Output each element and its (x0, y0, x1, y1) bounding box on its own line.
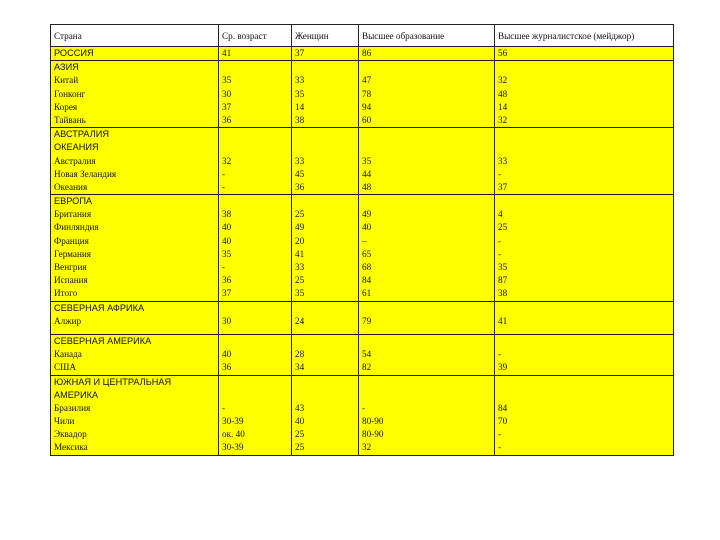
average-age-cell (219, 61, 292, 128)
header-higher-education: Высшее образование (359, 25, 495, 47)
cell-line: - (498, 235, 502, 246)
cell-spacer (222, 328, 288, 334)
cell-line: 70 (498, 416, 508, 427)
cell-line: 37 (222, 101, 232, 112)
cell-line: Британия (54, 209, 92, 220)
cell-line: АВСТРАЛИЯ (54, 129, 110, 140)
cell-line: 44 (362, 168, 372, 179)
cell-line (362, 61, 491, 74)
cell-line: 35 (222, 248, 232, 259)
cell-spacer (54, 328, 215, 334)
journalism-major-cell (495, 195, 674, 302)
country-cell (51, 195, 219, 302)
cell-line: 94 (362, 101, 372, 112)
cell-line: Итого (54, 288, 78, 299)
cell-spacer (498, 328, 670, 334)
cell-line: 14 (295, 101, 305, 112)
average-age-cell (219, 195, 292, 302)
cell-line: 4 (498, 209, 503, 220)
cell-line: 32 (222, 155, 232, 166)
cell-line: 35 (295, 88, 305, 99)
cell-spacer (362, 328, 491, 334)
average-age-cell (219, 47, 292, 61)
cell-line: Новая Зеландия (54, 168, 117, 179)
cell-line: Чили (54, 416, 75, 427)
higher-education-cell (359, 47, 495, 61)
average-age-cell (219, 334, 292, 375)
cell-line (295, 389, 355, 402)
cell-line (295, 335, 355, 348)
cell-line: 41 (222, 48, 232, 58)
cell-line: 49 (362, 209, 372, 220)
cell-line: 79 (362, 315, 372, 326)
header-row (51, 25, 674, 47)
cell-line (295, 376, 355, 389)
cell-line: ЕВРОПА (54, 196, 93, 207)
cell-line: США (54, 362, 77, 373)
cell-line (222, 128, 288, 141)
cell-line: 25 (498, 222, 508, 233)
cell-line: 41 (295, 248, 305, 259)
higher-education-cell (359, 61, 495, 128)
average-age-cell (219, 128, 292, 195)
cell-line: 40 (222, 222, 232, 233)
cell-line: 25 (295, 429, 305, 440)
cell-line: 36 (295, 181, 305, 192)
cell-line: 35 (362, 155, 372, 166)
women-cell (292, 128, 359, 195)
cell-line: Франция (54, 235, 89, 246)
cell-line (295, 141, 355, 154)
higher-education-cell (359, 301, 495, 334)
cell-line: 60 (362, 114, 372, 125)
country-cell (51, 128, 219, 195)
cell-line: 14 (498, 101, 508, 112)
cell-line: ЮЖНАЯ И ЦЕНТРАЛЬНАЯ (54, 376, 172, 387)
table-row (51, 375, 674, 455)
cell-line (222, 61, 288, 74)
cell-line (498, 389, 670, 402)
country-cell (51, 334, 219, 375)
country-cell (51, 47, 219, 61)
journalists-statistics-table (50, 24, 674, 456)
cell-line: 25 (295, 442, 305, 453)
higher-education-cell (359, 128, 495, 195)
cell-line: 48 (362, 181, 372, 192)
cell-line (362, 335, 491, 348)
cell-line (222, 389, 288, 402)
cell-line: 48 (498, 88, 508, 99)
cell-line (222, 302, 288, 315)
cell-line: 41 (498, 315, 508, 326)
women-cell (292, 334, 359, 375)
cell-line: 37 (295, 48, 305, 58)
journalism-major-cell (495, 334, 674, 375)
cell-line (222, 141, 288, 154)
cell-line: 40 (222, 235, 232, 246)
cell-line: СЕВЕРНАЯ АМЕРИКА (54, 335, 152, 346)
cell-line: 38 (222, 209, 232, 220)
cell-line: 80-90 (362, 429, 384, 440)
cell-line: 37 (222, 288, 232, 299)
cell-line: 82 (362, 362, 372, 373)
cell-line: 34 (295, 362, 305, 373)
women-cell (292, 375, 359, 455)
cell-line: АМЕРИКА (54, 389, 99, 400)
cell-line (498, 195, 670, 208)
cell-line (295, 61, 355, 74)
cell-line: - (498, 349, 502, 360)
cell-line: Бразилия (54, 402, 91, 413)
cell-line: Мексика (54, 442, 88, 453)
cell-line: 38 (498, 288, 508, 299)
women-cell (292, 47, 359, 61)
cell-line: 40 (362, 222, 372, 233)
cell-line: 36 (222, 362, 232, 373)
cell-line: 80-90 (362, 416, 384, 427)
cell-line: Алжир (54, 315, 82, 326)
cell-line: - (498, 168, 502, 179)
cell-line: 33 (498, 155, 508, 166)
cell-line: 20 (295, 235, 305, 246)
cell-line: 40 (222, 349, 232, 360)
table-row (51, 47, 674, 61)
cell-line: 32 (498, 75, 508, 86)
cell-line: Корея (54, 101, 78, 112)
country-cell (51, 61, 219, 128)
journalism-major-cell (495, 47, 674, 61)
journalism-major-cell (495, 128, 674, 195)
cell-line: Гонконг (54, 88, 86, 99)
table-row (51, 195, 674, 302)
cell-line (295, 128, 355, 141)
cell-line: 35 (295, 288, 305, 299)
cell-line: СЕВЕРНАЯ АФРИКА (54, 302, 145, 313)
cell-line: - (362, 402, 366, 413)
cell-line: Германия (54, 248, 92, 259)
cell-line (362, 389, 491, 402)
cell-line: 84 (498, 402, 508, 413)
cell-line (222, 335, 288, 348)
cell-line (498, 376, 670, 389)
cell-line: Тайвань (54, 114, 86, 125)
header-journalism-major: Высшее журналистское (мейджор) (495, 25, 674, 47)
cell-line: 32 (362, 442, 372, 453)
cell-line: 38 (295, 114, 305, 125)
table-row (51, 128, 674, 195)
average-age-cell (219, 375, 292, 455)
cell-line: Канада (54, 349, 82, 360)
cell-line: 24 (295, 315, 305, 326)
cell-line: Китай (54, 75, 79, 86)
cell-line: - (498, 248, 502, 259)
cell-line: 30 (222, 315, 232, 326)
cell-line: 84 (362, 275, 372, 286)
women-cell (292, 61, 359, 128)
cell-line: 32 (498, 114, 508, 125)
cell-line: 36 (222, 114, 232, 125)
cell-line: 30-39 (222, 416, 244, 427)
journalism-major-cell (495, 375, 674, 455)
cell-line: 49 (295, 222, 305, 233)
cell-line (498, 302, 670, 315)
cell-line: Эквадор (54, 429, 87, 440)
cell-line (498, 128, 670, 141)
cell-line: 56 (498, 48, 508, 58)
cell-line (222, 195, 288, 208)
cell-line (362, 302, 491, 315)
cell-line: 25 (295, 209, 305, 220)
cell-line: 86 (362, 48, 372, 58)
cell-line: 43 (295, 402, 305, 413)
cell-line (295, 302, 355, 315)
cell-line (498, 61, 670, 74)
cell-line (362, 141, 491, 154)
women-cell (292, 195, 359, 302)
higher-education-cell (359, 195, 495, 302)
cell-spacer (295, 328, 355, 334)
header-country: Страна (51, 25, 219, 47)
cell-line: 37 (498, 181, 508, 192)
higher-education-cell (359, 334, 495, 375)
cell-line: 35 (498, 262, 508, 272)
cell-line: 39 (498, 362, 508, 373)
country-cell (51, 375, 219, 455)
cell-line: 33 (295, 75, 305, 86)
country-cell (51, 301, 219, 334)
cell-line (498, 335, 670, 348)
cell-line (295, 195, 355, 208)
cell-line: АЗИЯ (54, 62, 79, 73)
cell-line: 33 (295, 262, 305, 272)
cell-line: Испания (54, 275, 88, 286)
cell-line: - (498, 429, 502, 440)
women-cell (292, 301, 359, 334)
higher-education-cell (359, 375, 495, 455)
cell-line: - (222, 262, 226, 272)
cell-line: 54 (362, 349, 372, 360)
cell-line: 61 (362, 288, 372, 299)
cell-line: 35 (222, 75, 232, 86)
cell-line: 65 (362, 248, 372, 259)
cell-line: – (362, 235, 367, 246)
header-average-age: Ср. возраст (219, 25, 292, 47)
cell-line: 68 (362, 262, 372, 272)
table-row (51, 334, 674, 375)
cell-line: Австралия (54, 155, 96, 166)
cell-line: 25 (295, 275, 305, 286)
cell-line: 30 (222, 88, 232, 99)
cell-line: 28 (295, 349, 305, 360)
cell-line: 87 (498, 275, 508, 286)
journalism-major-cell (495, 61, 674, 128)
cell-line: 45 (295, 168, 305, 179)
cell-line: 30-39 (222, 442, 244, 453)
cell-line: - (222, 181, 226, 192)
cell-line (362, 376, 491, 389)
cell-line (362, 128, 491, 141)
cell-line: РОССИЯ (54, 48, 94, 58)
average-age-cell (219, 301, 292, 334)
cell-line: - (222, 402, 226, 413)
cell-line: 78 (362, 88, 372, 99)
cell-line: 36 (222, 275, 232, 286)
table-row (51, 301, 674, 334)
cell-line: 33 (295, 155, 305, 166)
header-women: Женщин (292, 25, 359, 47)
cell-line: Финляндия (54, 222, 99, 233)
cell-line (362, 195, 491, 208)
table-body (51, 47, 674, 456)
cell-line: ок. 40 (222, 429, 245, 440)
cell-line: ОКЕАНИЯ (54, 142, 99, 153)
cell-line (498, 141, 670, 154)
cell-line: 40 (295, 416, 305, 427)
table-row (51, 61, 674, 128)
cell-line: Венгрия (54, 262, 87, 272)
cell-line: Океания (54, 181, 88, 192)
cell-line: - (222, 168, 226, 179)
cell-line: - (498, 442, 502, 453)
cell-line: 47 (362, 75, 372, 86)
journalism-major-cell (495, 301, 674, 334)
cell-line (222, 376, 288, 389)
